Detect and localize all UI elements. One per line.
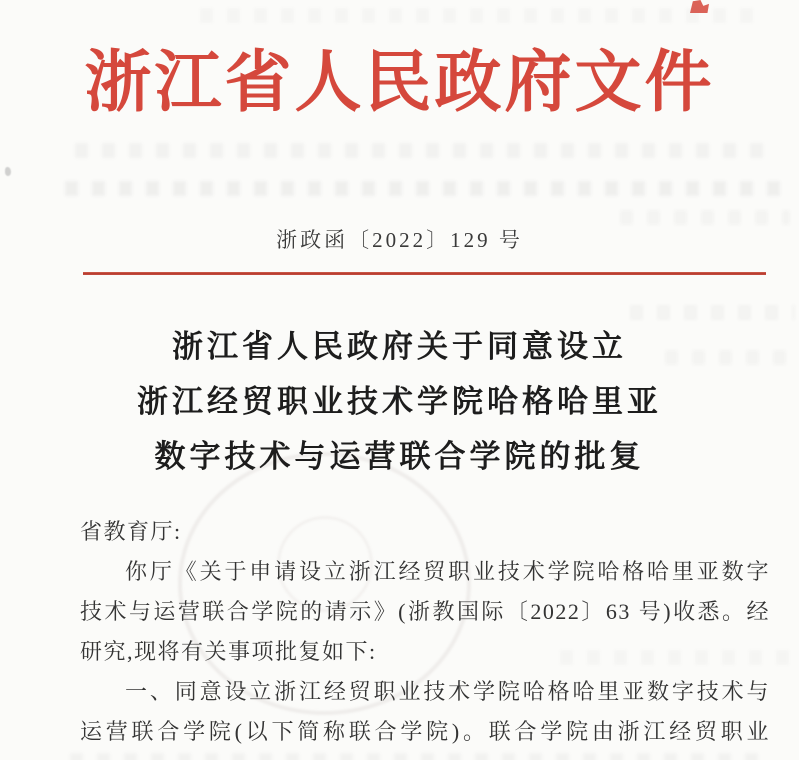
body-line: 技术与运营联合学院的请示》(浙教国际〔2022〕63 号)收悉。经 <box>80 599 770 624</box>
bleed-through-text-row <box>630 305 795 320</box>
salutation: 省教育厅: <box>80 519 182 544</box>
body-line: 研究,现将有关事项批复如下: <box>80 639 377 664</box>
red-divider-line <box>83 272 766 275</box>
bleed-through-text-row <box>200 8 760 23</box>
red-corner-scan-mark <box>690 0 709 13</box>
letterhead-title: 浙江省人民政府文件 <box>84 46 715 120</box>
bleed-through-text-row <box>70 753 770 760</box>
document-title <box>0 319 799 484</box>
body-line: 一、同意设立浙江经贸职业技术学院哈格哈里亚数字技术与 <box>125 679 770 704</box>
document-title-line-2: 浙江经贸职业技术学院哈格哈里亚 <box>137 384 662 419</box>
document-body <box>80 512 770 752</box>
document-number: 浙政函〔2022〕129 号 <box>276 228 523 252</box>
body-line: 你厅《关于申请设立浙江经贸职业技术学院哈格哈里亚数字 <box>125 559 770 584</box>
bleed-through-text-row <box>75 143 775 158</box>
bleed-through-text-row <box>65 181 790 196</box>
body-line: 运营联合学院(以下简称联合学院)。联合学院由浙江经贸职业 <box>80 719 770 744</box>
bleed-through-text-row <box>620 210 790 225</box>
document-title-line-3: 数字技术与运营联合学院的批复 <box>154 439 645 474</box>
document-title-line-1: 浙江省人民政府关于同意设立 <box>172 329 627 364</box>
scan-speck <box>5 167 11 176</box>
